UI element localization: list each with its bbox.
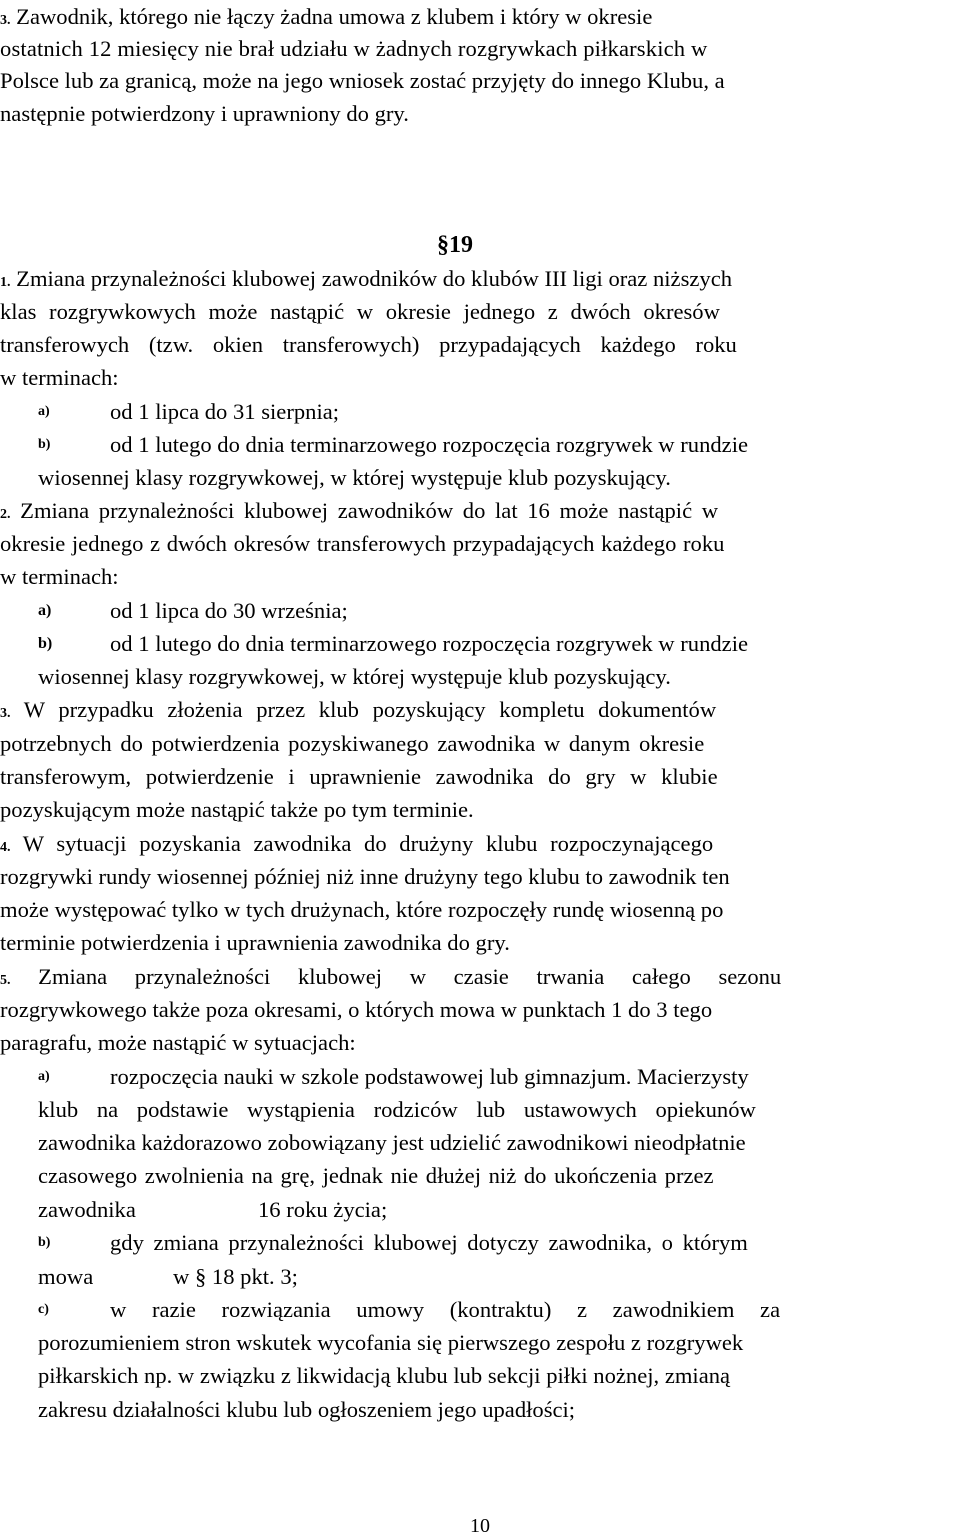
list-marker: b): [38, 635, 53, 652]
paragraph-2-line-3: w terminach:: [0, 564, 119, 589]
paragraph-number: 3.: [0, 13, 11, 28]
list-item-5c-line-2: porozumieniem stron wskutek wycofania się pierwszego zespołu z rozgrywek: [38, 1330, 744, 1355]
list-item-5c-line-3: piłkarskich np. w związku z likwidacją klubu lub sekcji piłki nożnej, zmianą: [38, 1363, 731, 1388]
list-marker: a): [38, 1069, 50, 1084]
list-marker: b): [38, 1235, 51, 1250]
paragraph-1-line-4: w terminach:: [0, 365, 119, 390]
line-text: Zmiana przynależności klubowej zawodników do lat 16 może nastąpić w: [20, 498, 719, 523]
paragraph-4-line-2: rozgrywki rundy wiosennej później niż inne drużyny tego klubu to zawodnik ten: [0, 864, 730, 889]
section-number: 19: [449, 232, 473, 258]
line-text: W sytuacji pozyskania zawodnika do drużyny klubu rozpoczynającego: [22, 831, 714, 856]
list-item-2a-text: od 1 lipca do 30 września;: [110, 598, 348, 623]
paragraph-3-line-3: transferowym, potwierdzenie i uprawnienie zawodnika do gry w klubie: [0, 764, 718, 789]
paragraph-1-line-1: [0, 262, 955, 296]
paragraph-3-prev-line-2: ostatnich 12 miesięcy nie brał udziału w żadnych rozgrywkach piłkarskich w: [0, 36, 708, 61]
list-marker: a): [38, 602, 52, 619]
list-item-2b-text: od 1 lutego do dnia terminarzowego rozpoczęcia rozgrywek w rundzie: [110, 631, 749, 656]
list-item-5c-line-1: w razie rozwiązania umowy (kontraktu) z zawodnikiem za: [110, 1297, 781, 1322]
list-item-5a-line-2: klub na podstawie wystąpienia rodziców lub ustawowych opiekunów: [38, 1097, 756, 1122]
list-item-5a-line-3: zawodnika każdorazowo zobowiązany jest udzielić zawodnikowi nieodpłatnie: [38, 1130, 746, 1155]
paragraph-number: 3.: [0, 706, 11, 721]
paragraph-4-line-1: [0, 827, 955, 861]
paragraph-3-line-2: potrzebnych do potwierdzenia pozyskiwanego zawodnika w danym okresie: [0, 731, 705, 756]
line-text: Zmiana przynależności klubowej zawodników do klubów III ligi oraz niższych: [16, 266, 733, 291]
paragraph-2-line-1: [0, 494, 955, 528]
paragraph-1-line-2: klas rozgrywkowych może nastąpić w okresie jednego z dwóch okresów: [0, 299, 720, 324]
line-text: Zmiana przynależności klubowej w czasie trwania całego sezonu: [38, 964, 782, 989]
list-item-2b-cont: wiosennej klasy rozgrywkowej, w której występuje klub pozyskujący.: [38, 664, 671, 689]
paragraph-5-line-2: rozgrywkowego także poza okresami, o których mowa w punktach 1 do 3 tego: [0, 997, 713, 1022]
paragraph-3-line-4: pozyskującym może nastąpić także po tym terminie.: [0, 797, 474, 822]
list-item-5c-line-4: zakresu działalności klubu lub ogłoszeniem jego upadłości;: [38, 1397, 576, 1422]
list-item-5b-line-2: mowa: [38, 1264, 94, 1289]
paragraph-number: 1.: [0, 275, 11, 290]
list-item-5a-line-5b: 16 roku życia;: [258, 1197, 388, 1222]
section-sign-icon: §: [194, 1264, 207, 1289]
list-item-1b-cont: wiosennej klasy rozgrywkowej, w której występuje klub pozyskujący.: [38, 465, 671, 490]
paragraph-4-line-3: może występować tylko w tych drużynach, które rozpoczęły rundę wiosenną po: [0, 897, 724, 922]
paragraph-number: 5.: [0, 973, 11, 988]
list-marker: a): [38, 404, 50, 419]
line-text: Zawodnik, którego nie łączy żadna umowa z klubem i który w okresie: [16, 4, 653, 29]
paragraph-2-line-2: okresie jednego z dwóch okresów transferowych przypadających każdego roku: [0, 531, 725, 556]
page-number: 10: [470, 1515, 490, 1537]
list-item-5a-line-5: zawodnika: [38, 1197, 136, 1222]
paragraph-1-line-3: transferowych (tzw. okien transferowych) przypadających każdego roku: [0, 332, 737, 357]
paragraph-3-prev-line-3: Polsce lub za granicą, może na jego wniosek zostać przyjęty do innego Klubu, a: [0, 68, 725, 93]
paragraph-3-prev-line-1: [0, 0, 955, 34]
section-heading: [437, 228, 473, 262]
paragraph-5-line-3: paragrafu, może nastąpić w sytuacjach:: [0, 1030, 356, 1055]
list-marker: b): [38, 437, 51, 452]
list-item-5b-line-1: gdy zmiana przynależności klubowej dotyczy zawodnika, o którym: [110, 1230, 748, 1255]
list-item-5a-line-4: czasowego zwolnienia na grę, jednak nie dłużej niż do ukończenia przez: [38, 1163, 714, 1188]
list-item-5a-line-1: rozpoczęcia nauki w szkole podstawowej lub gimnazjum. Macierzysty: [110, 1064, 749, 1089]
paragraph-number: 4.: [0, 840, 11, 855]
paragraph-3-prev-line-4: następnie potwierdzony i uprawniony do gry.: [0, 101, 409, 126]
list-marker: c): [38, 1302, 49, 1317]
paragraph-5-line-1: [0, 960, 955, 994]
section-sign-icon: §: [437, 232, 449, 258]
line-text: W przypadku złożenia przez klub pozyskujący kompletu dokumentów: [23, 697, 717, 722]
paragraph-3-line-1: [0, 693, 955, 727]
paragraph-number: 2.: [0, 507, 11, 522]
list-item-5b-ref: w § 18 pkt. 3;: [173, 1264, 298, 1289]
paragraph-4-line-4: terminie potwierdzenia i uprawnienia zawodnika do gry.: [0, 930, 510, 955]
list-item-1b-text: od 1 lutego do dnia terminarzowego rozpoczęcia rozgrywek w rundzie: [110, 432, 749, 457]
list-item-5b-line-3: [173, 1260, 953, 1294]
list-item-1a-text: od 1 lipca do 31 sierpnia;: [110, 399, 340, 424]
